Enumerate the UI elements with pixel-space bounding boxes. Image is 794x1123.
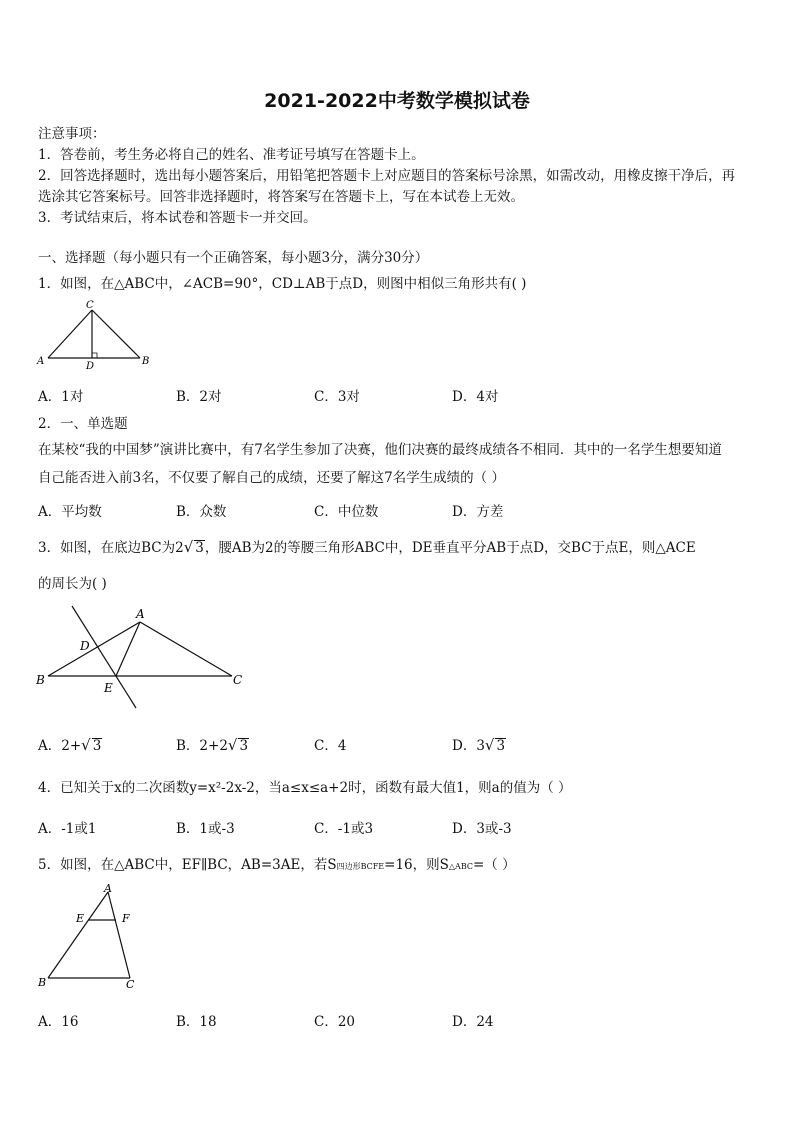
- q2-line-2: 自己能否进入前3名，不仅要了解自己的成绩，还要了解这7名学生成绩的（ ）: [38, 470, 505, 486]
- q5-option-b: B．18: [176, 1014, 217, 1030]
- q2-option-b: B．众数: [176, 504, 227, 520]
- notice-item-3: 3．考试结束后，将本试卷和答题卡一并交回。: [38, 210, 317, 226]
- q5-label-c: C: [126, 978, 135, 991]
- q2-line-1: 在某校“我的中国梦”演讲比赛中，有7名学生参加了决赛，他们决赛的最终成绩各不相同．其中的一名学生想要知道: [38, 442, 722, 458]
- page-title: 2021-2022中考数学模拟试卷: [264, 90, 530, 112]
- notice-item-1: 1．答卷前，考生务必将自己的姓名、准考证号填写在答题卡上。: [38, 147, 425, 163]
- q5-label-b: B: [38, 976, 47, 989]
- q3-label-d: D: [80, 639, 90, 653]
- q5-figure: [36, 882, 146, 992]
- q1-label-c: C: [86, 300, 94, 311]
- q5-option-d: D．24: [452, 1014, 494, 1030]
- q3-line-2: 的周长为( ): [38, 576, 107, 592]
- q2-option-c: C．中位数: [314, 504, 379, 520]
- q3-label-a: A: [136, 607, 145, 621]
- q4-text: 4．已知关于x的二次函数y=x²-2x-2，当a≤x≤a+2时，函数有最大值1，则a的值为（ ）: [38, 780, 572, 796]
- q5-label-a: A: [104, 882, 112, 895]
- q3-option-c: C．4: [314, 738, 347, 754]
- q3-label-e: E: [104, 681, 113, 695]
- q3-label-b: B: [36, 673, 45, 687]
- q1-figure: [36, 298, 156, 370]
- q5-option-a: A．16: [38, 1014, 79, 1030]
- q3-option-b: B．2+2√ 3: [176, 736, 249, 754]
- q5-text: 5．如图，在△ABC中，EF∥BC，AB=3AE，若S四边形BCFE=16，则S△ABC=（ ）: [38, 857, 516, 873]
- q4-option-d: D．3或-3: [452, 821, 512, 837]
- q3-text: 3．如图，在底边BC为2√ 3，腰AB为2的等腰三角形ABC中，DE垂直平分AB于点D，交BC于点E，则△ACE: [38, 538, 696, 556]
- q5-option-c: C．20: [314, 1014, 356, 1030]
- q3-option-a: A．2+√ 3: [38, 736, 102, 754]
- q2-option-a: A．平均数: [38, 504, 102, 520]
- q1-option-a: A．1对: [38, 389, 84, 405]
- notice-heading: 注意事项：: [38, 126, 106, 142]
- q4-option-c: C．-1或3: [314, 821, 374, 837]
- q1-text: 1．如图，在△ABC中，∠ACB=90°，CD⊥AB于点D，则图中相似三角形共有( ): [38, 276, 527, 292]
- q1-option-d: D．4对: [452, 389, 499, 405]
- q3-label-c: C: [233, 673, 243, 687]
- q1-option-c: C．3对: [314, 389, 360, 405]
- q1-option-b: B．2对: [176, 389, 222, 405]
- q4-option-a: A．-1或1: [38, 821, 97, 837]
- q1-label-d: D: [86, 361, 95, 370]
- section-heading: 一、选择题（每小题只有一个正确答案，每小题3分，满分30分）: [38, 250, 429, 266]
- q3-option-d: D．3√ 3: [452, 736, 506, 754]
- notice-item-2: 2．回答选择题时，选出每小题答案后，用铅笔把答题卡上对应题目的答案标号涂黑，如需改动，用橡皮擦干净后，再: [38, 168, 736, 184]
- q1-label-b: B: [142, 356, 150, 367]
- notice-item-2-cont: 选涂其它答案标号。回答非选择题时，将答案写在答题卡上，写在本试卷上无效。: [38, 189, 524, 205]
- q1-label-a: A: [37, 356, 45, 367]
- q2-option-d: D．方差: [452, 504, 504, 520]
- q3-sqrt: 3: [195, 540, 204, 556]
- q2-heading: 2．一、单选题: [38, 416, 128, 432]
- q4-option-b: B．1或-3: [176, 821, 235, 837]
- q5-label-e: E: [76, 912, 85, 925]
- q3-figure: [36, 602, 248, 712]
- q5-label-f: F: [122, 912, 130, 925]
